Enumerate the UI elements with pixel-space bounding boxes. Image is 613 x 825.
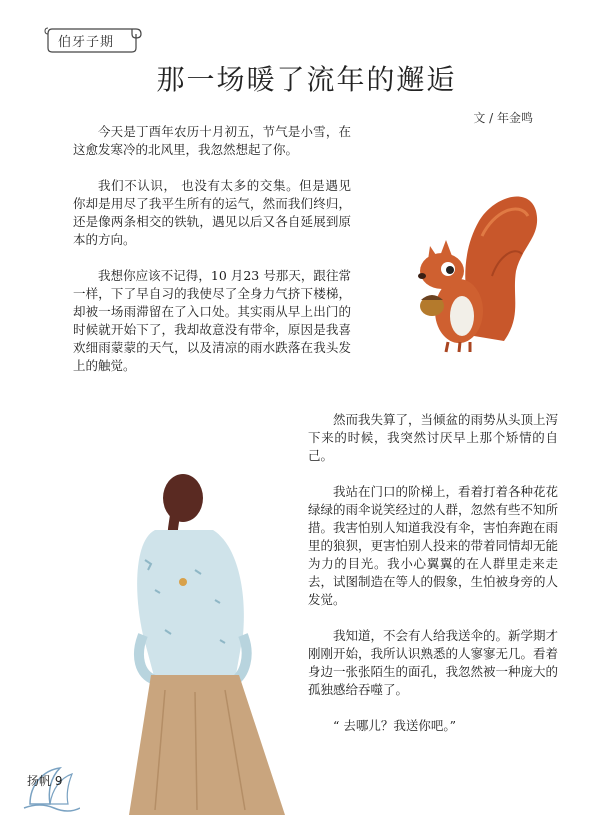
article-title: 那一场暖了流年的邂逅 <box>156 63 457 96</box>
dialogue-quote: “ 去哪儿？我送你吧。” <box>333 718 457 733</box>
paragraph: 今天是丁酉年农历十月初五，节气是小雪，在这愈发寒冷的北风里，我忽然想起了你。 <box>73 124 351 157</box>
column-label: 伯牙子期 <box>58 35 115 50</box>
paragraph: 我知道，不会有人给我送伞的。新学期才刚刚开始，我所认识熟悉的人寥寥无几。看着身边一张张陌生的面孔，我忽然被一种庞大的孤独感给吞噬了。 <box>308 628 559 697</box>
girl-illustration <box>125 470 290 815</box>
article-column-left <box>73 123 351 393</box>
article-column-right <box>308 411 558 753</box>
squirrel-illustration <box>404 176 544 356</box>
girl-back-icon <box>125 470 290 815</box>
author-byline: 文 / 年金鸣 <box>473 111 533 125</box>
magazine-name: 扬帆 <box>27 774 52 788</box>
page-footer <box>27 772 62 789</box>
paragraph: 我站在门口的阶梯上，看着打着各种花花绿绿的雨伞说笑经过的人群，忽然有些不知所措。我害怕别人知道我没有伞，害怕奔跑在雨里的狼狈，更害怕别人投来的带着同情却无能为力的目光。我小心翼翼的在人群里走来走去，试图制造在等人的假象，生怕被身旁的人发觉。 <box>308 484 559 607</box>
squirrel-icon <box>404 176 544 356</box>
page-number: 9 <box>54 774 63 788</box>
paragraph: 然而我失算了，当倾盆的雨势从头顶上泻下来的时候，我突然讨厌早上那个矫情的自己。 <box>308 412 559 463</box>
paragraph: 我想你应该不记得，10 月23 号那天，跟往常一样，下了早自习的我使尽了全身力气挤下楼梯，却被一场雨滞留在了入口处。其实雨从早上出门的时候就开始下了，我却故意没有带伞，原因是我喜欢细雨蒙蒙的天气，以及清凉的雨水跌落在我头发上的触觉。 <box>73 268 351 373</box>
paragraph: 我们不认识， 也没有太多的交集。但是遇见你却是用尽了我平生所有的运气，然而我们终归，还是像两条相交的铁轨，遇见以后又各自延展到原本的方向。 <box>73 178 351 247</box>
